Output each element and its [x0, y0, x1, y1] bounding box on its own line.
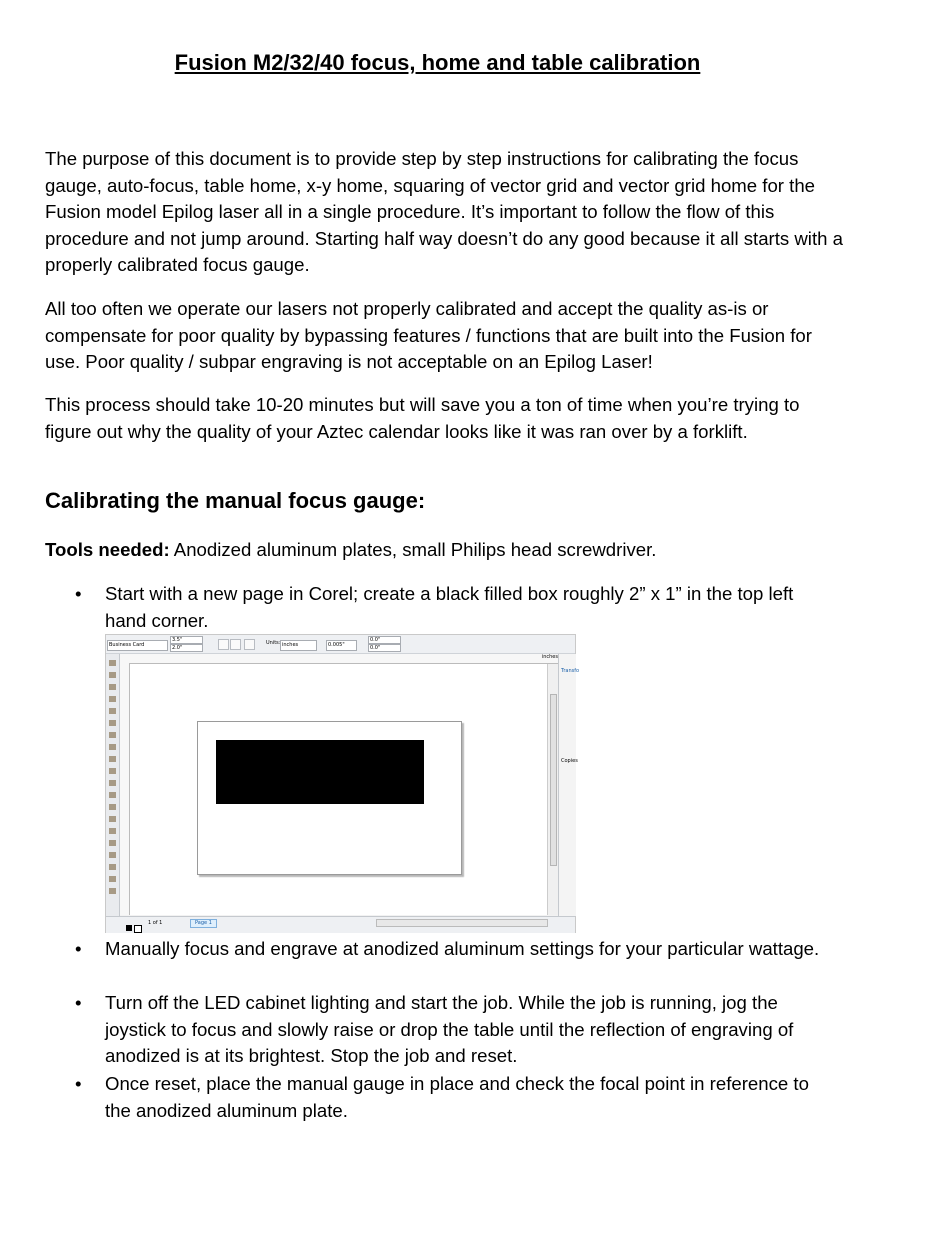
- document-title: Fusion M2/32/40 focus, home and table calibration: [174, 50, 701, 75]
- docker-tab-label: Transfo: [561, 668, 580, 674]
- corel-screenshot: [105, 634, 580, 933]
- step-text: Start with a new page in Corel; create a black filled box roughly 2” x 1” in the top left hand corner.: [105, 583, 794, 631]
- section-heading: Calibrating the manual focus gauge:: [45, 488, 426, 513]
- page-tab: Page 1: [190, 919, 217, 928]
- polygon-tool-icon: [109, 756, 116, 762]
- width-field: 3.5": [170, 636, 203, 644]
- units-dropdown: inches: [280, 640, 317, 651]
- tools-text: Anodized aluminum plates, small Philips head screwdriver.: [169, 539, 657, 560]
- intro-paragraph-2: All too often we operate our lasers not properly calibrated and accept the quality as-is or compensate for poor quality by bypassing features / functions that are built into the Fusion for use. Poor quality / subpar engraving is not acceptable on an Epilog Laser!: [45, 298, 812, 373]
- duplicate-x-field: 0.0": [368, 636, 401, 644]
- ellipse-tool-icon: [109, 744, 116, 750]
- duplicate-y-field: 0.0": [368, 644, 401, 652]
- step-text: Turn off the LED cabinet lighting and start the job. While the job is running, jog the joystick to focus and slowly raise or drop the table until the reflection of engraving of anodized is at its brightest. Stop the job and reset.: [105, 992, 794, 1067]
- page-navigator: [106, 916, 575, 933]
- black-filled-box: [216, 740, 424, 804]
- nudge-field: 0.005": [326, 640, 357, 651]
- dimension-tool-icon: [109, 804, 116, 810]
- tools-needed: [45, 537, 656, 563]
- table-tool-icon: [109, 792, 116, 798]
- scroll-thumb: [550, 694, 557, 866]
- height-field: 2.0": [170, 644, 203, 652]
- landscape-icon: [230, 639, 241, 650]
- intro-paragraph-1: The purpose of this document is to provide step by step instructions for calibrating the focus gauge, auto-focus, table home, x-y home, squaring of vector grid and vector grid home for the Fusion model Epilog laser all in a single procedure. It’s important to follow the flow of this procedure and not jump around. Starting half way doesn’t do any good because it all starts with a properly calibrated focus gauge.: [45, 148, 843, 276]
- ruler-units-label: inches: [541, 654, 558, 660]
- blend-tool-icon: [109, 828, 116, 834]
- fill-swatch-icon: [126, 925, 132, 931]
- bullet-icon: •: [75, 938, 82, 959]
- units-label: Units:: [266, 640, 281, 646]
- toolbox: [106, 654, 120, 916]
- intro-paragraph-3: This process should take 10-20 minutes but will save you a ton of time when you’re trying to figure out why the quality of your Aztec calendar looks like it was ran over by a forklift.: [45, 394, 800, 442]
- eyedropper-icon: [109, 852, 116, 858]
- basic-shapes-icon: [109, 768, 116, 774]
- bullet-icon: •: [75, 992, 82, 1013]
- property-bar: [106, 635, 575, 654]
- outline-swatch-icon: [134, 925, 142, 933]
- step-text: Once reset, place the manual gauge in place and check the focal point in reference to the anodized aluminum plate.: [105, 1073, 809, 1121]
- horizontal-scrollbar: [376, 919, 548, 927]
- rectangle-tool-icon: [109, 732, 116, 738]
- fill-tool-icon: [109, 876, 116, 882]
- transformation-docker: [558, 654, 580, 916]
- page-count: 1 of 1: [148, 920, 163, 926]
- outline-pen-icon: [109, 864, 116, 870]
- docker-copies-label: Copies: [561, 758, 578, 764]
- page-layout-icon: [244, 639, 255, 650]
- tools-label: Tools needed:: [45, 539, 170, 560]
- transparency-tool-icon: [109, 840, 116, 846]
- step-text: Manually focus and engrave at anodized aluminum settings for your particular wattage.: [105, 938, 820, 959]
- vertical-ruler: [120, 663, 130, 915]
- portrait-icon: [218, 639, 229, 650]
- crop-tool-icon: [109, 684, 116, 690]
- freehand-tool-icon: [109, 708, 116, 714]
- vertical-scrollbar: [547, 664, 558, 915]
- zoom-tool-icon: [109, 696, 116, 702]
- smart-fill-icon: [109, 720, 116, 726]
- connector-tool-icon: [109, 816, 116, 822]
- interactive-fill-icon: [109, 888, 116, 894]
- horizontal-ruler: [120, 654, 560, 664]
- bullet-icon: •: [75, 583, 82, 604]
- shape-tool-icon: [109, 672, 116, 678]
- pick-tool-icon: [109, 660, 116, 666]
- text-tool-icon: [109, 780, 116, 786]
- bullet-icon: •: [75, 1073, 82, 1094]
- paper-preset-dropdown: Business Card: [107, 640, 168, 651]
